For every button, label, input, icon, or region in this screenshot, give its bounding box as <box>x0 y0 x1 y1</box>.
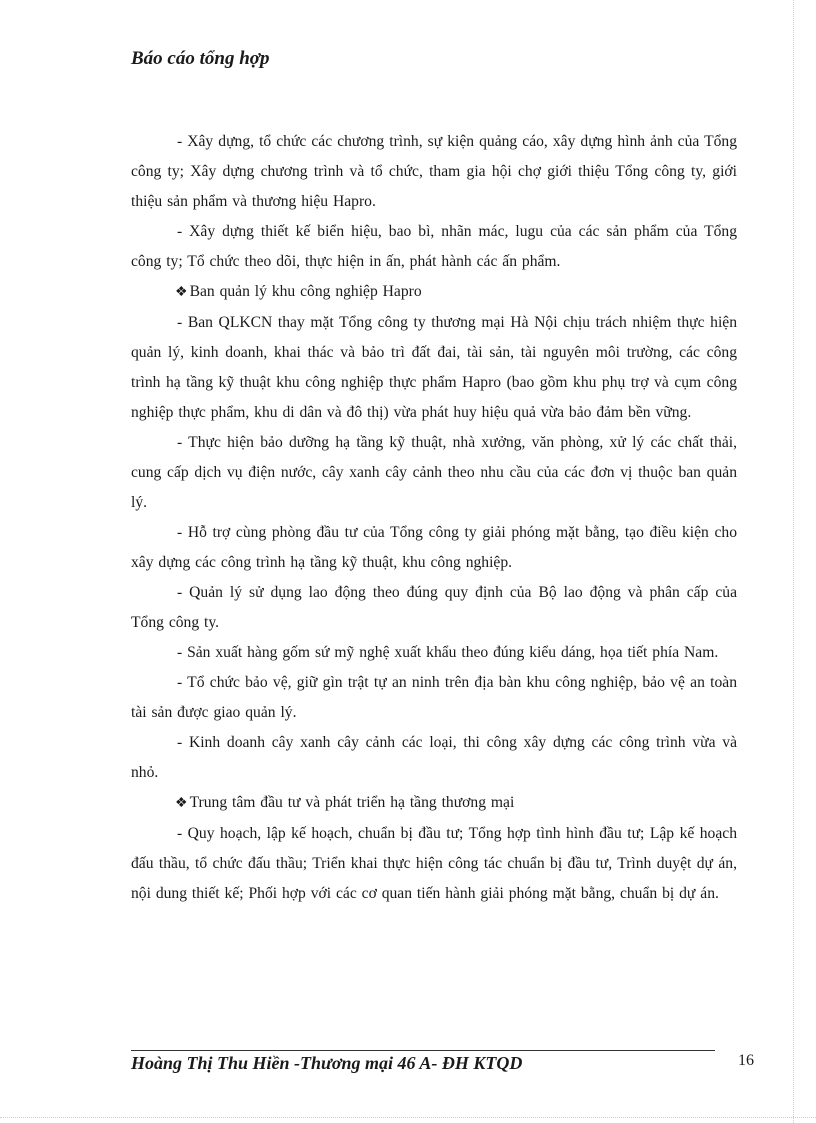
footer-author: Hoàng Thị Thu Hiền -Thương mại 46 A- ĐH KTQD <box>131 1053 523 1073</box>
diamond-bullet-icon: ❖ <box>175 796 188 811</box>
page-border-right <box>793 0 794 1123</box>
paragraph: - Kinh doanh cây xanh cây cảnh các loại, thi công xây dựng các công trình vừa và nhỏ. <box>131 734 737 781</box>
page-header-title: Báo cáo tổng hợp <box>131 48 270 69</box>
paragraph: - Xây dựng thiết kế biển hiệu, bao bì, nhãn mác, lugu của các sản phẩm của Tổng công ty; Tổ chức theo dõi, thực hiện in ấn, phát hành các ấn phẩm. <box>131 223 737 270</box>
paragraph: - Sản xuất hàng gốm sứ mỹ nghệ xuất khẩu theo đúng kiểu dáng, họa tiết phía Nam. <box>177 644 719 661</box>
paragraph: - Tổ chức bảo vệ, giữ gìn trật tự an ninh trên địa bàn khu công nghiệp, bảo vệ an toàn tài sản được giao quản lý. <box>131 674 737 721</box>
footer-divider <box>131 1050 715 1051</box>
page-number: 16 <box>738 1052 754 1069</box>
paragraph: - Thực hiện bảo dưỡng hạ tầng kỹ thuật, nhà xưởng, văn phòng, xử lý các chất thải, cung cấp dịch vụ điện nước, cây xanh cây cảnh theo nhu cầu của các đơn vị thuộc ban quản lý. <box>131 434 737 511</box>
paragraph: - Quản lý sử dụng lao động theo đúng quy định của Bộ lao động và phân cấp của Tổng công ty. <box>131 584 737 631</box>
paragraph: - Ban QLKCN thay mặt Tổng công ty thương mại Hà Nội chịu trách nhiệm thực hiện quản lý, kinh doanh, khai thác và bảo trì đất đai, tài sản, tài nguyên môi trường, các công trình hạ tầng kỹ thuật khu công nghiệp thực phẩm Hapro (bao gồm khu phụ trợ và cụm công nghiệp thực phẩm, khu di dân và đô thị) vừa phát huy hiệu quả vừa bảo đảm bền vững. <box>131 314 737 421</box>
paragraph: - Xây dựng, tổ chức các chương trình, sự kiện quảng cáo, xây dựng hình ảnh của Tổng công ty; Xây dựng chương trình và tổ chức, tham gia hội chợ giới thiệu Tổng công ty, giới thiệu sản phẩm và thương hiệu Hapro. <box>131 133 737 210</box>
paragraph: - Hỗ trợ cùng phòng đầu tư của Tổng công ty giải phóng mặt bằng, tạo điều kiện cho xây dựng các công trình hạ tầng kỹ thuật, khu công nghiệp. <box>131 524 737 571</box>
section-heading-text: Ban quản lý khu công nghiệp Hapro <box>189 283 422 300</box>
diamond-bullet-icon: ❖ <box>175 285 188 300</box>
body-text <box>131 127 737 909</box>
section-heading <box>131 277 737 308</box>
section-heading <box>131 788 737 819</box>
section-heading-text: Trung tâm đầu tư và phát triển hạ tầng thương mại <box>189 794 515 811</box>
page-border-bottom <box>0 1117 816 1118</box>
paragraph: - Quy hoạch, lập kế hoạch, chuẩn bị đầu tư; Tổng hợp tình hình đầu tư; Lập kế hoạch đấu thầu, tổ chức đấu thầu; Triển khai thực hiện công tác chuẩn bị đầu tư, Trình duyệt dự án, nội dung thiết kế; Phối hợp với các cơ quan tiến hành giải phóng mặt bằng, chuẩn bị dự án. <box>131 825 737 902</box>
